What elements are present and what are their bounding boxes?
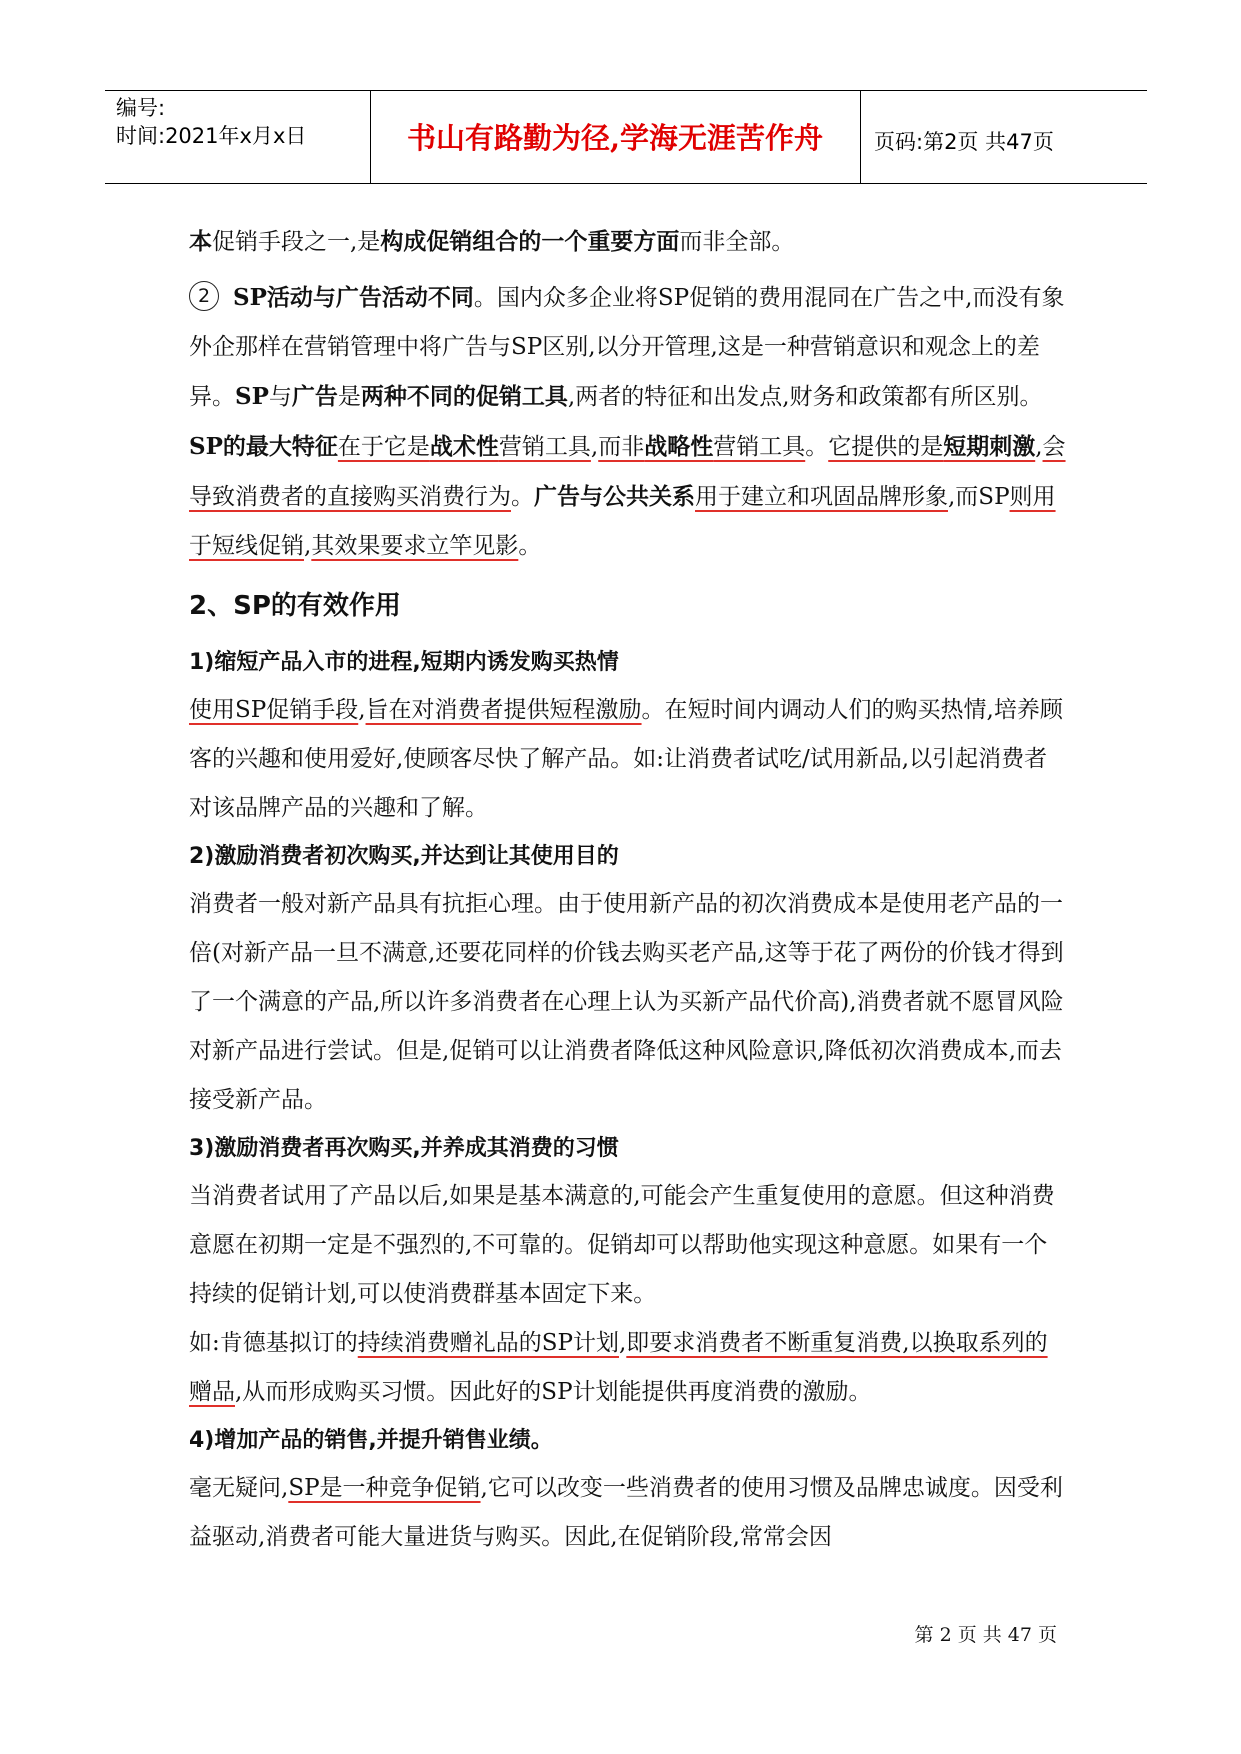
text-bold: 广告与公共关系: [534, 483, 695, 510]
text-bold-underlined: 战略性: [644, 433, 714, 460]
document-body: [189, 217, 1069, 1562]
text-bold-underlined: 战术性: [429, 433, 499, 460]
subsection-1-text: [189, 686, 1069, 833]
text-underlined: 使用SP促销手段: [189, 697, 359, 723]
page-footer: 第 2 页 共 47 页: [914, 1624, 1057, 1646]
header-number-label: 编号:: [116, 96, 166, 120]
text-underlined: 其效果要求立竿见影: [311, 533, 519, 559]
text: 。: [518, 533, 542, 559]
text-underlined: 会导致消费者的直接购买消费行为: [189, 434, 1066, 510]
text: 促销手段之一,是: [212, 229, 381, 255]
text-underlined: 营销工具: [498, 434, 591, 460]
text-underlined: 而非: [598, 434, 645, 460]
text: 而非全部。: [679, 229, 795, 255]
text-underlined: 它提供的是: [828, 434, 944, 460]
header-motto: 书山有路勤为径,学海无涯苦作舟: [406, 121, 824, 155]
text: ,两者的特征和出发点,财务和政策都有所区别。: [567, 384, 1043, 410]
text: 是: [337, 384, 361, 410]
subsection-heading-2: 2)激励消费者初次购买,并达到让其使用目的: [189, 844, 619, 869]
header-top-rule: [105, 90, 1147, 91]
header-divider-right: [860, 90, 861, 183]
text: ,: [1035, 434, 1043, 460]
text-bold: SP活动与广告活动不同: [233, 284, 474, 311]
section-heading: 2、SP的有效作用: [189, 591, 401, 621]
text: ,从而形成购买习惯。因此好的SP计划能提供再度消费的激励。: [235, 1379, 872, 1405]
text: 。: [511, 484, 534, 510]
text: ,而SP: [948, 484, 1010, 510]
text: 。国内众多企业将SP促销的费用混同在广告之中,而没有象外企那样在营销管理中将广告与SP区别,以分开管理,这是一种营销意识和观念上的差异。: [189, 285, 1065, 410]
text-underlined: SP是一种竞争促销: [288, 1475, 481, 1501]
text: ,: [304, 533, 312, 559]
text-bold: 两种不同的促销工具: [360, 383, 568, 410]
text: ,它可以改变一些消费者的使用习惯及品牌忠诚度。因受利益驱动,消费者可能大量进货与购买。因此,在促销阶段,常常会因: [189, 1475, 1063, 1550]
subsection-4-text: [189, 1464, 1069, 1562]
paragraph-1: [189, 217, 1069, 267]
header-divider-left: [370, 90, 371, 183]
text-underlined: 持续消费赠礼品的SP计划: [357, 1330, 619, 1356]
subsection-2-text: 消费者一般对新产品具有抗拒心理。由于使用新产品的初次消费成本是使用老产品的一倍(对新产品一旦不满意,还要花同样的价钱去购买老产品,这等于花了两份的价钱才得到了一个满意的产品,所以许多消费者在心理上认为买新产品代价高),消费者就不愿冒风险对新产品进行尝试。但是,促销可以让消费者降低这种风险意识,降低初次消费成本,而去接受新产品。: [189, 891, 1064, 1113]
text: 毫无疑问,: [189, 1475, 289, 1501]
text: ,: [590, 434, 599, 460]
text: 如:肯德基拟订的: [189, 1330, 358, 1356]
subsection-heading-4: 4)增加产品的销售,并提升销售业绩。: [189, 1428, 553, 1453]
text: 。在短时间内调动人们的购买热情,培养顾客的兴趣和使用爱好,使顾客尽快了解产品。如:让消费者试吃/试用新品,以引起消费者对该品牌产品的兴趣和了解。: [189, 697, 1063, 821]
header-bottom-rule: [105, 183, 1147, 184]
text-underlined: 在于它是: [337, 434, 430, 460]
text-bold: 本: [189, 228, 212, 255]
text-bold-underlined: 短期刺激: [943, 433, 1036, 460]
paragraph-3: [189, 422, 1069, 571]
text-bold: SP: [235, 383, 269, 410]
text-bold: 构成促销组合的一个重要方面: [380, 228, 680, 255]
text-underlined: 营销工具: [713, 434, 806, 460]
subsection-heading-1: 1)缩短产品入市的进程,短期内诱发购买热情: [189, 650, 619, 675]
text-bold: SP的最大特征: [189, 433, 338, 460]
header-time-label: 时间:2021年x月x日: [116, 124, 307, 148]
text: ,: [618, 1330, 627, 1356]
paragraph-2: [189, 273, 1069, 422]
text-underlined: 即要求消费者不断重复消费,以换取系列的赠品: [189, 1330, 1048, 1405]
text: 。: [805, 434, 829, 460]
header-page-label: 页码:第2页 共47页: [874, 130, 1054, 154]
text-bold: 广告: [291, 383, 338, 410]
subsection-3-text: 当消费者试用了产品以后,如果是基本满意的,可能会产生重复使用的意愿。但这种消费意愿在初期一定是不强烈的,不可靠的。促销却可以帮助他实现这种意愿。如果有一个持续的促销计划,可以使消费群基本固定下来。: [189, 1183, 1055, 1307]
text-underlined: 则用于短线促销: [189, 484, 1056, 559]
text: ,: [358, 697, 366, 723]
text: 与: [268, 384, 292, 410]
text-underlined: 旨在对消费者提供短程激励: [365, 697, 642, 723]
subsection-heading-3: 3)激励消费者再次购买,并养成其消费的习惯: [189, 1136, 619, 1161]
subsection-3-example: [189, 1319, 1069, 1417]
text-underlined: 用于建立和巩固品牌形象: [695, 484, 948, 510]
circled-number-marker: 2: [189, 281, 219, 311]
